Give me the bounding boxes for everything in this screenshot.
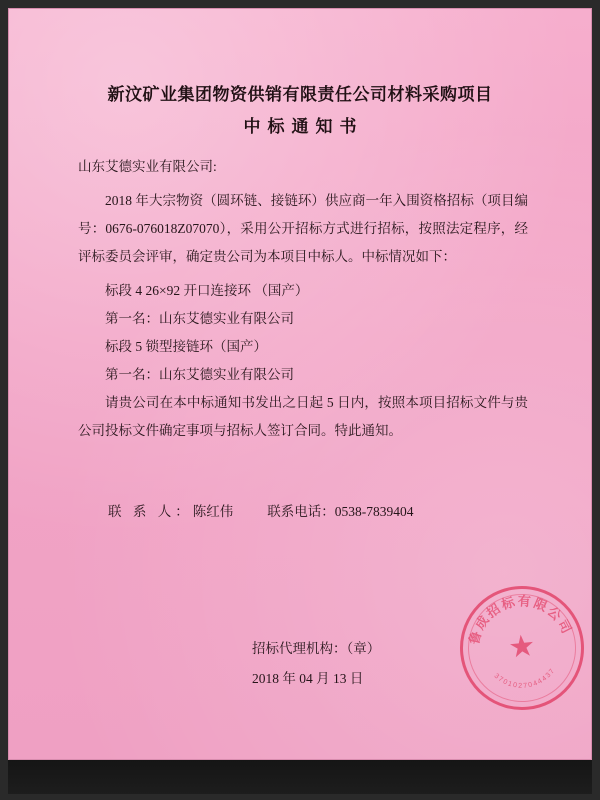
contact-person-name: 陈红伟 bbox=[192, 504, 234, 519]
seal-top-text: 鲁成招标有限公司 bbox=[466, 593, 576, 647]
seal-bottom-text: 3701027044437 bbox=[492, 666, 558, 690]
date-line: 2018 年 04 月 13 日 bbox=[252, 671, 364, 686]
agency-line: 招标代理机构：（章） bbox=[252, 641, 381, 656]
paragraph-contract-notice: 请贵公司在本中标通知书发出之日起 5 日内，按照本项目招标文件与贵公司投标文件确定事项与招标人签订合同。特此通知。 bbox=[78, 395, 528, 438]
signature-block bbox=[252, 634, 512, 694]
paragraph-project-info: 2018 年大宗物资（圆环链、接链环）供应商一年入围资格招标（项目编号：0676-076018Z07070），采用公开招标方式进行招标，按照法定程序，经评标委员会评审，确定贵公司为本项目中标人。中标情况如下： bbox=[78, 193, 528, 264]
page-shadow bbox=[8, 760, 592, 794]
contact-phone-value: 0538-7839404 bbox=[334, 504, 414, 519]
document-body bbox=[78, 153, 528, 445]
lot-4-title: 标段 4 26×92 开口连接环 （国产） bbox=[105, 283, 309, 298]
page-title-line-1: 新汶矿业集团物资供销有限责任公司材料采购项目 bbox=[107, 85, 493, 104]
contact-row bbox=[108, 500, 528, 520]
lot-5-winner: 第一名：山东艾德实业有限公司 bbox=[105, 367, 294, 382]
lot-4-winner: 第一名：山东艾德实业有限公司 bbox=[105, 311, 294, 326]
document-page bbox=[8, 8, 592, 760]
addressee-line: 山东艾德实业有限公司: bbox=[78, 159, 217, 174]
lot-5-title: 标段 5 锁型接链环（国产） bbox=[105, 339, 267, 354]
contact-person-label: 联 系 人： bbox=[108, 504, 193, 519]
contact-phone-label: 联系电话： bbox=[267, 504, 335, 519]
seal-star-icon: ★ bbox=[506, 629, 537, 665]
page-title-line-2: 中标通知书 bbox=[243, 117, 364, 136]
